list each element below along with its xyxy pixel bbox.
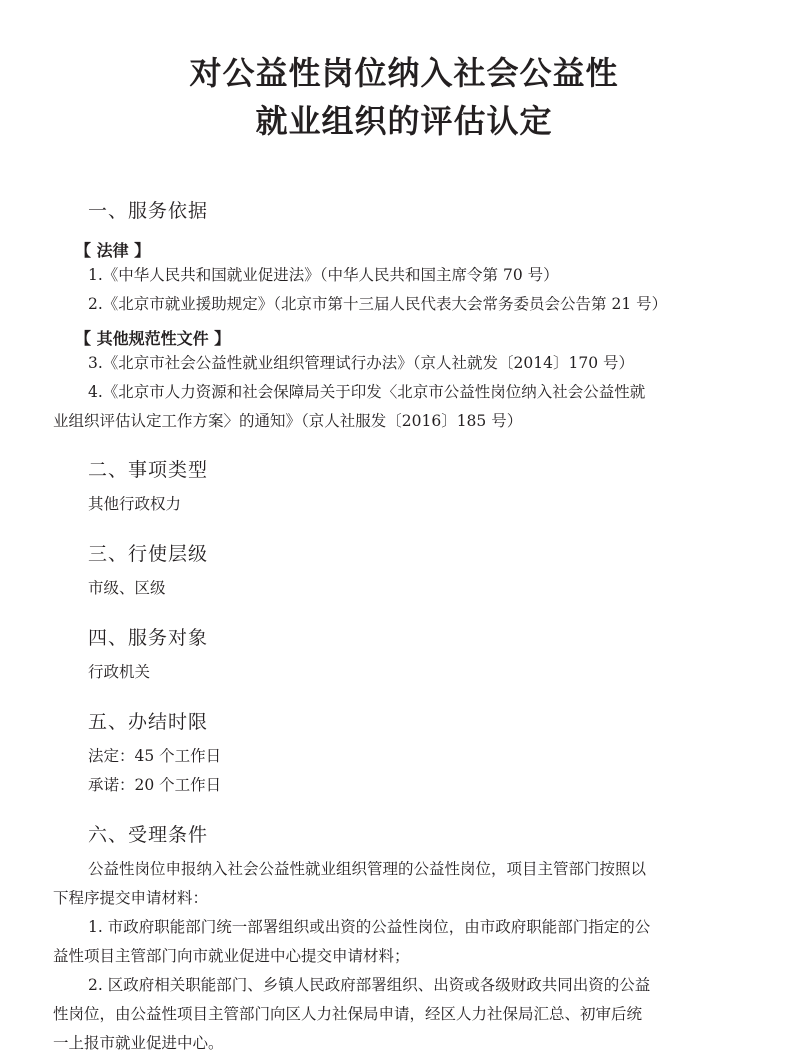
conditions-line-5: 2. 区政府相关职能部门、乡镇人民政府部署组织、出资或各级财政共同出资的公益 <box>88 976 651 994</box>
other-doc-item-3: 3.《北京市社会公益性就业组织管理试行办法》（京人社就发〔2014〕170 号） <box>88 354 634 372</box>
section-heading-time-limit: 五、办结时限 <box>88 711 209 733</box>
conditions-line-2: 下程序提交申请材料： <box>53 889 209 907</box>
time-limit-promised: 承诺：20 个工作日 <box>88 776 222 794</box>
section-heading-target: 四、服务对象 <box>88 627 209 649</box>
conditions-line-3: 1. 市政府职能部门统一部署组织或出资的公益性岗位，由市政府职能部门指定的公 <box>88 918 651 936</box>
law-label: 【 法律 】 <box>75 241 151 260</box>
document-title-line-1: 对公益性岗位纳入社会公益性 <box>189 54 619 92</box>
conditions-line-1: 公益性岗位申报纳入社会公益性就业组织管理的公益性岗位，项目主管部门按照以 <box>88 860 647 878</box>
conditions-line-6: 性岗位，由公益性项目主管部门向区人力社保局申请，经区人力社保局汇总、初审后统 <box>53 1005 643 1023</box>
conditions-line-7: 一上报市就业促进中心。 <box>53 1034 224 1052</box>
section-heading-type: 二、事项类型 <box>88 459 209 481</box>
law-item-1: 1.《中华人民共和国就业促进法》（中华人民共和国主席令第 70 号） <box>88 266 559 284</box>
other-doc-item-4-line-1: 4.《北京市人力资源和社会保障局关于印发〈北京市公益性岗位纳入社会公益性就 <box>88 383 646 401</box>
conditions-line-4: 益性项目主管部门向市就业促进中心提交申请材料； <box>53 947 410 965</box>
level-value: 市级、区级 <box>88 579 166 597</box>
target-value: 行政机关 <box>88 663 151 681</box>
section-heading-level: 三、行使层级 <box>88 543 209 565</box>
other-docs-label: 【 其他规范性文件 】 <box>75 329 231 348</box>
time-limit-legal: 法定：45 个工作日 <box>88 747 222 765</box>
section-heading-conditions: 六、受理条件 <box>88 824 209 846</box>
law-item-2: 2.《北京市就业援助规定》（北京市第十三届人民代表大会常务委员会公告第 21 号） <box>88 295 668 313</box>
type-value: 其他行政权力 <box>88 495 182 513</box>
section-heading-basis: 一、服务依据 <box>88 200 209 222</box>
document-title-line-2: 就业组织的评估认定 <box>255 102 553 140</box>
other-doc-item-4-line-2: 业组织评估认定工作方案〉的通知》（京人社服发〔2016〕185 号） <box>53 412 523 430</box>
